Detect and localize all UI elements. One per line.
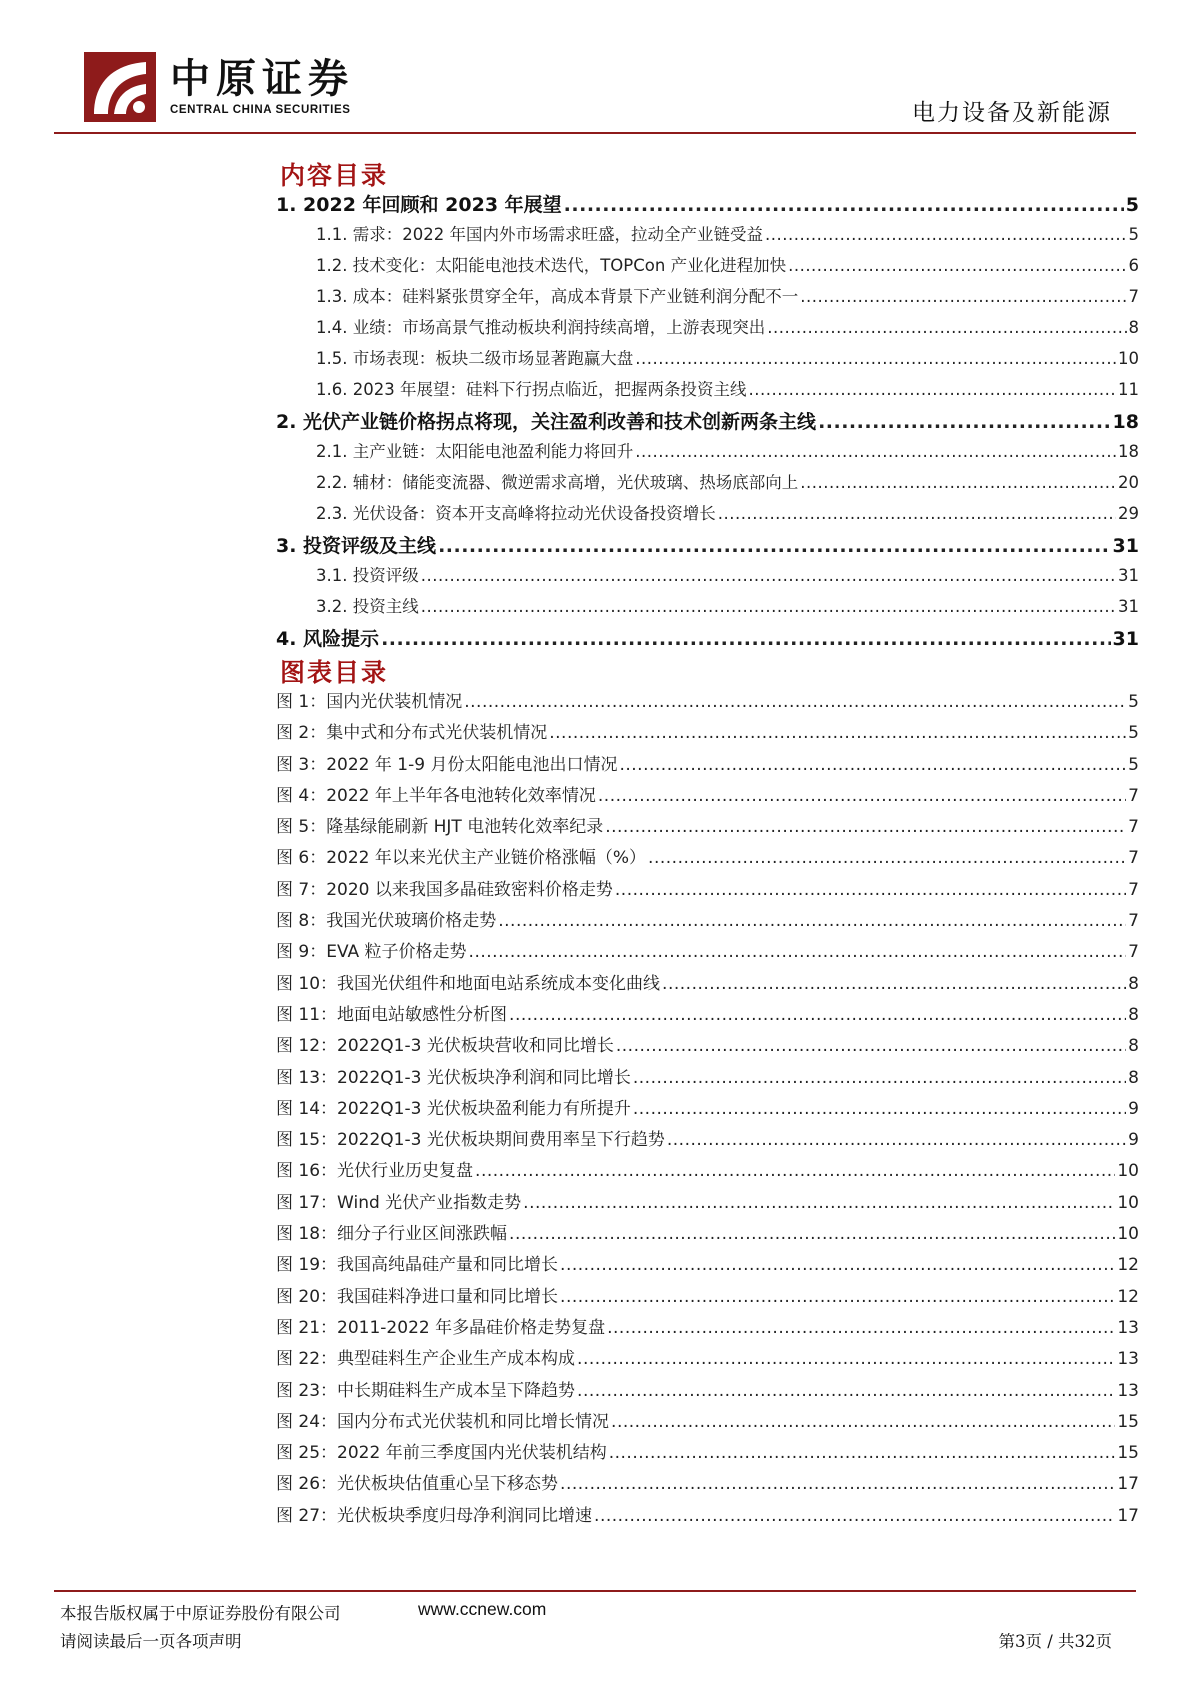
entry-title: 2.3. 光伏设备：资本开支高峰将拉动光伏设备投资增长	[316, 504, 716, 523]
entry-title: 图 21：2011-2022 年多晶硅价格走势复盘	[276, 1317, 606, 1338]
toc-section-entry[interactable]	[276, 593, 1139, 624]
entry-title: 图 4：2022 年上半年各电池转化效率情况	[276, 785, 596, 806]
entry-page-number: 8	[1128, 1004, 1139, 1025]
entry-page-number: 31	[1112, 628, 1139, 650]
entry-title: 图 6：2022 年以来光伏主产业链价格涨幅（%）	[276, 848, 647, 869]
dot-leader	[469, 942, 1127, 962]
dot-leader	[549, 723, 1126, 743]
dot-leader	[633, 1099, 1126, 1119]
entry-title: 图 3：2022 年 1-9 月份太阳能电池出口情况	[276, 754, 618, 775]
dot-leader	[765, 225, 1127, 244]
entry-title: 图 17：Wind 光伏产业指数走势	[276, 1192, 522, 1213]
dot-leader	[748, 380, 1116, 399]
entry-page-number: 12	[1117, 1286, 1139, 1307]
dot-leader	[421, 597, 1116, 616]
figure-list-entry[interactable]	[276, 781, 1139, 812]
entry-title: 图 2：集中式和分布式光伏装机情况	[276, 723, 548, 744]
entry-page-number: 10	[1117, 1161, 1139, 1182]
dot-leader	[605, 817, 1126, 837]
entry-title: 图 23：中长期硅料生产成本呈下降趋势	[276, 1380, 576, 1401]
entry-title: 图 11：地面电站敏感性分析图	[276, 1004, 508, 1025]
entry-title: 图 8：我国光伏玻璃价格走势	[276, 911, 497, 932]
entry-title: 2. 光伏产业链价格拐点将现，关注盈利改善和技术创新两条主线	[276, 411, 817, 433]
figure-list-entry[interactable]	[276, 1501, 1139, 1532]
header-divider	[54, 132, 1136, 134]
entry-page-number: 9	[1128, 1130, 1139, 1151]
entry-page-number: 12	[1117, 1255, 1139, 1276]
entry-page-number: 7	[1128, 287, 1139, 306]
figure-list-entry[interactable]	[276, 718, 1139, 749]
dot-leader	[818, 411, 1110, 433]
entry-page-number: 5	[1128, 723, 1139, 744]
figure-list-entry[interactable]	[276, 1469, 1139, 1500]
entry-title: 3. 投资评级及主线	[276, 535, 437, 557]
entry-title: 图 27：光伏板块季度归母净利润同比增速	[276, 1505, 593, 1526]
entry-title: 1.6. 2023 年展望：硅料下行拐点临近，把握两条投资主线	[316, 380, 747, 399]
entry-page-number: 5	[1128, 225, 1139, 244]
dot-leader	[800, 287, 1126, 306]
entry-title: 图 14：2022Q1-3 光伏板块盈利能力有所提升	[276, 1098, 631, 1119]
entry-page-number: 29	[1118, 504, 1139, 523]
entry-page-number: 15	[1117, 1443, 1139, 1464]
figure-list-entry[interactable]	[276, 1000, 1139, 1031]
dot-leader	[615, 880, 1126, 900]
entry-page-number: 31	[1118, 566, 1139, 585]
figures-title: 图表目录	[280, 658, 389, 687]
entry-title: 图 25：2022 年前三季度国内光伏装机结构	[276, 1443, 607, 1464]
toc-title: 内容目录	[280, 161, 389, 190]
entry-title: 4. 风险提示	[276, 628, 380, 650]
dot-leader	[509, 1224, 1115, 1244]
figures-list	[276, 687, 1139, 1532]
toc-section-entry[interactable]	[276, 221, 1139, 252]
entry-title: 图 19：我国高纯晶硅产量和同比增长	[276, 1255, 559, 1276]
entry-title: 1.3. 成本：硅料紧张贯穿全年，高成本背景下产业链利润分配不一	[316, 287, 799, 306]
entry-title: 3.2. 投资主线	[316, 597, 419, 616]
dot-leader	[577, 1349, 1115, 1369]
figure-list-entry[interactable]	[276, 1188, 1139, 1219]
dot-leader	[767, 318, 1126, 337]
entry-page-number: 13	[1117, 1317, 1139, 1338]
figure-list-entry[interactable]	[276, 969, 1139, 1000]
dot-leader	[635, 349, 1116, 368]
toc-section-entry[interactable]	[276, 283, 1139, 314]
dot-leader	[633, 1068, 1126, 1088]
footer-disclaimer: 请阅读最后一页各项声明	[60, 1632, 242, 1651]
entry-page-number: 5	[1128, 754, 1139, 775]
figure-list-entry[interactable]	[276, 1125, 1139, 1156]
entry-page-number: 6	[1128, 256, 1139, 275]
footer-copyright: 本报告版权属于中原证券股份有限公司	[60, 1604, 341, 1623]
entry-title: 2.2. 辅材：储能变流器、微逆需求高增，光伏玻璃、热场底部向上	[316, 473, 799, 492]
entry-title: 图 26：光伏板块估值重心呈下移态势	[276, 1474, 559, 1495]
entry-page-number: 7	[1128, 942, 1139, 963]
figure-list-entry[interactable]	[276, 1313, 1139, 1344]
entry-page-number: 31	[1118, 597, 1139, 616]
entry-page-number: 13	[1117, 1349, 1139, 1370]
toc-section-entry[interactable]	[276, 252, 1139, 283]
logo-mark-icon	[84, 52, 156, 122]
entry-title: 图 15：2022Q1-3 光伏板块期间费用率呈下行趋势	[276, 1130, 665, 1151]
industry-label: 电力设备及新能源	[912, 100, 1112, 126]
entry-page-number: 8	[1128, 973, 1139, 994]
toc-list	[276, 190, 1139, 655]
figure-list-entry[interactable]	[276, 906, 1139, 937]
dot-leader	[616, 1036, 1126, 1056]
toc-section-entry[interactable]	[276, 314, 1139, 345]
figure-list-entry[interactable]	[276, 1094, 1139, 1125]
dot-leader	[594, 1506, 1115, 1526]
toc-section-entry[interactable]	[276, 469, 1139, 500]
entry-page-number: 7	[1128, 911, 1139, 932]
entry-page-number: 17	[1117, 1474, 1139, 1495]
dot-leader	[509, 1005, 1126, 1025]
entry-title: 1.1. 需求：2022 年国内外市场需求旺盛，拉动全产业链受益	[316, 225, 763, 244]
figure-list-entry[interactable]	[276, 843, 1139, 874]
entry-title: 图 10：我国光伏组件和地面电站系统成本变化曲线	[276, 973, 661, 994]
entry-page-number: 20	[1118, 473, 1139, 492]
dot-leader	[667, 1130, 1126, 1150]
dot-leader	[464, 692, 1126, 712]
dot-leader	[788, 256, 1126, 275]
toc-section-entry[interactable]	[276, 500, 1139, 531]
logo-english-name: CENTRAL CHINA SECURITIES	[170, 104, 351, 116]
entry-page-number: 18	[1118, 442, 1139, 461]
dot-leader	[438, 535, 1110, 557]
dot-leader	[635, 442, 1116, 461]
entry-title: 图 9：EVA 粒子价格走势	[276, 942, 467, 963]
entry-page-number: 10	[1117, 1192, 1139, 1213]
figure-list-entry[interactable]	[276, 937, 1139, 968]
toc-chapter-entry[interactable]	[276, 531, 1139, 562]
figure-list-entry[interactable]	[276, 875, 1139, 906]
dot-leader	[523, 1193, 1115, 1213]
entry-page-number: 10	[1118, 349, 1139, 368]
dot-leader	[560, 1474, 1115, 1494]
figure-list-entry[interactable]	[276, 1438, 1139, 1469]
entry-page-number: 15	[1117, 1411, 1139, 1432]
figure-list-entry[interactable]	[276, 750, 1139, 781]
dot-leader	[598, 786, 1126, 806]
entry-title: 图 13：2022Q1-3 光伏板块净利润和同比增长	[276, 1067, 631, 1088]
dot-leader	[564, 194, 1124, 216]
figure-list-entry[interactable]	[276, 1063, 1139, 1094]
entry-page-number: 17	[1117, 1505, 1139, 1526]
dot-leader	[611, 1412, 1115, 1432]
entry-page-number: 10	[1117, 1224, 1139, 1245]
entry-page-number: 5	[1125, 194, 1139, 216]
figure-list-entry[interactable]	[276, 1407, 1139, 1438]
entry-title: 图 7：2020 以来我国多晶硅致密料价格走势	[276, 879, 613, 900]
toc-section-entry[interactable]	[276, 345, 1139, 376]
dot-leader	[718, 504, 1116, 523]
dot-leader	[609, 1443, 1116, 1463]
entry-title: 图 1：国内光伏装机情况	[276, 692, 463, 712]
entry-title: 1.2. 技术变化：太阳能电池技术迭代，TOPCon 产业化进程加快	[316, 256, 787, 275]
figure-list-entry[interactable]	[276, 1344, 1139, 1375]
dot-leader	[475, 1161, 1115, 1181]
entry-page-number: 9	[1128, 1098, 1139, 1119]
entry-page-number: 5	[1128, 692, 1139, 712]
entry-title: 3.1. 投资评级	[316, 566, 419, 585]
footer-website-link[interactable]: www.ccnew.com	[418, 1599, 547, 1619]
dot-leader	[498, 911, 1126, 931]
entry-page-number: 7	[1128, 848, 1139, 869]
entry-title: 图 22：典型硅料生产企业生产成本构成	[276, 1349, 576, 1370]
company-logo	[84, 52, 384, 124]
entry-title: 图 18：细分子行业区间涨跌幅	[276, 1224, 508, 1245]
figure-list-entry[interactable]	[276, 1250, 1139, 1281]
entry-title: 图 12：2022Q1-3 光伏板块营收和同比增长	[276, 1036, 614, 1057]
figure-list-entry[interactable]	[276, 812, 1139, 843]
dot-leader	[577, 1381, 1115, 1401]
figure-list-entry[interactable]	[276, 1282, 1139, 1313]
entry-page-number: 11	[1118, 380, 1139, 399]
entry-title: 图 20：我国硅料净进口量和同比增长	[276, 1286, 559, 1307]
dot-leader	[381, 628, 1110, 650]
entry-page-number: 18	[1112, 411, 1139, 433]
dot-leader	[560, 1287, 1115, 1307]
figure-list-entry[interactable]	[276, 1156, 1139, 1187]
entry-page-number: 7	[1128, 817, 1139, 838]
entry-page-number: 13	[1117, 1380, 1139, 1401]
entry-page-number: 8	[1128, 318, 1139, 337]
dot-leader	[421, 566, 1116, 585]
dot-leader	[800, 473, 1116, 492]
dot-leader	[662, 974, 1126, 994]
toc-chapter-entry[interactable]	[276, 624, 1139, 655]
entry-page-number: 7	[1128, 879, 1139, 900]
figure-list-entry[interactable]	[276, 687, 1139, 718]
entry-title: 图 24：国内分布式光伏装机和同比增长情况	[276, 1411, 610, 1432]
toc-section-entry[interactable]	[276, 376, 1139, 407]
entry-page-number: 7	[1128, 785, 1139, 806]
toc-chapter-entry[interactable]	[276, 407, 1139, 438]
entry-title: 1. 2022 年回顾和 2023 年展望	[276, 194, 562, 216]
dot-leader	[560, 1255, 1115, 1275]
toc-chapter-entry[interactable]	[276, 190, 1139, 221]
logo-chinese-name: 中原证券	[170, 55, 354, 102]
entry-title: 图 5：隆基绿能刷新 HJT 电池转化效率纪录	[276, 817, 604, 838]
toc-section-entry[interactable]	[276, 438, 1139, 469]
entry-page-number: 8	[1128, 1067, 1139, 1088]
footer-divider	[54, 1590, 1136, 1592]
figure-list-entry[interactable]	[276, 1219, 1139, 1250]
entry-page-number: 8	[1128, 1036, 1139, 1057]
figure-list-entry[interactable]	[276, 1376, 1139, 1407]
entry-title: 1.5. 市场表现：板块二级市场显著跑赢大盘	[316, 349, 634, 368]
toc-section-entry[interactable]	[276, 562, 1139, 593]
figure-list-entry[interactable]	[276, 1031, 1139, 1062]
entry-title: 图 16：光伏行业历史复盘	[276, 1161, 474, 1182]
dot-leader	[648, 848, 1126, 868]
entry-page-number: 31	[1112, 535, 1139, 557]
footer-page-number: 第3页 / 共32页	[998, 1632, 1112, 1651]
entry-title: 1.4. 业绩：市场高景气推动板块利润持续高增，上游表现突出	[316, 318, 766, 337]
entry-title: 2.1. 主产业链：太阳能电池盈利能力将回升	[316, 442, 634, 461]
dot-leader	[607, 1318, 1115, 1338]
dot-leader	[619, 755, 1126, 775]
